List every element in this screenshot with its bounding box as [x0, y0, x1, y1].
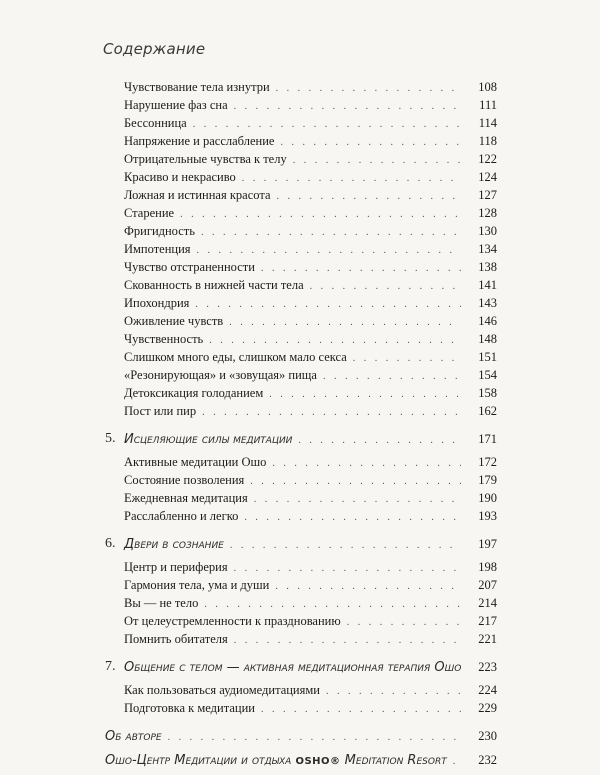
chapter-number: 5. — [105, 431, 116, 446]
dot-leader — [244, 509, 461, 527]
page-number: 190 — [478, 491, 497, 505]
entry-title: Состояние позволения — [124, 473, 245, 487]
page-number: 162 — [478, 404, 497, 418]
page-number: 143 — [478, 296, 497, 310]
entry-title: Старение — [124, 206, 175, 220]
entry-title — [105, 752, 447, 771]
page-number: 171 — [478, 432, 497, 446]
entry-title: Общение с телом — активная медитационная терапия Ошо — [124, 660, 462, 675]
toc-entry — [0, 453, 600, 471]
toc-entry — [0, 402, 600, 420]
dot-leader — [168, 729, 461, 747]
page-number: 224 — [478, 683, 497, 697]
page-number: 128 — [478, 206, 497, 220]
toc-entry — [0, 594, 600, 612]
page-number: 229 — [478, 701, 497, 715]
toc-entry — [0, 576, 600, 594]
entry-title: Активные медитации Ошо — [124, 455, 267, 469]
entry-title: Как пользоваться аудиомедитациями — [124, 683, 320, 697]
entry-title: Ипохондрия — [124, 296, 190, 310]
page-number: 154 — [478, 368, 497, 382]
entry-title: Бессонница — [124, 116, 187, 130]
toc-entry — [0, 681, 600, 699]
toc-entry — [0, 384, 600, 402]
page-number: 198 — [478, 560, 497, 574]
toc-entry — [0, 168, 600, 186]
toc-entry — [0, 258, 600, 276]
entry-title: Напряжение и расслабление — [124, 134, 275, 148]
dot-leader — [298, 432, 461, 450]
page-number: 223 — [478, 660, 497, 674]
page-number: 214 — [478, 596, 497, 610]
toc-entry — [0, 699, 600, 717]
entry-title: Исцеляющие силы медитации — [124, 432, 293, 447]
entry-title: Пост или пир — [124, 404, 197, 418]
page-number: 130 — [478, 224, 497, 238]
page-number: 108 — [478, 80, 497, 94]
entry-title: Гармония тела, ума и души — [124, 578, 270, 592]
toc-entry — [0, 294, 600, 312]
page-number: 217 — [478, 614, 497, 628]
toc-entry — [0, 114, 600, 132]
toc-entry — [0, 312, 600, 330]
page-number: 151 — [478, 350, 497, 364]
entry-title: Об авторе — [105, 729, 162, 744]
entry-title: Помнить обитателя — [124, 632, 228, 646]
toc-entry — [0, 507, 600, 525]
page-number: 122 — [478, 152, 497, 166]
entry-title: Импотенция — [124, 242, 191, 256]
entry-title: Отрицательные чувства к телу — [124, 152, 287, 166]
page-number: 221 — [478, 632, 497, 646]
page-number: 230 — [478, 729, 497, 743]
running-head: Содержание — [103, 40, 206, 58]
toc-entry — [0, 471, 600, 489]
dot-leader — [230, 537, 461, 555]
page-number: 127 — [478, 188, 497, 202]
toc-entry — [0, 96, 600, 114]
entry-title: Вы — не тело — [124, 596, 199, 610]
page-number: 138 — [478, 260, 497, 274]
page-number: 148 — [478, 332, 497, 346]
entry-title: Ежедневная медитация — [124, 491, 248, 505]
page-number: 114 — [478, 116, 497, 130]
toc-entry — [0, 150, 600, 168]
chapter-heading — [0, 658, 600, 676]
dot-leader — [453, 753, 461, 771]
page-number: 193 — [478, 509, 497, 523]
page-number: 141 — [478, 278, 497, 292]
page-number: 134 — [478, 242, 497, 256]
toc-entry — [0, 240, 600, 258]
chapter-heading — [0, 430, 600, 448]
page-number: 118 — [478, 134, 497, 148]
page-number: 172 — [478, 455, 497, 469]
entry-title: Фригидность — [124, 224, 195, 238]
page-number: 207 — [478, 578, 497, 592]
page-number: 111 — [479, 98, 497, 112]
toc-entry — [0, 612, 600, 630]
toc-entry — [0, 630, 600, 648]
chapter-heading — [0, 535, 600, 553]
page-number: 232 — [478, 753, 497, 767]
dot-leader — [202, 404, 461, 422]
entry-title: Слишком много еды, слишком мало секса — [124, 350, 347, 364]
toc-entry — [0, 558, 600, 576]
entry-title: Центр и периферия — [124, 560, 228, 574]
entry-title: Детоксикация голоданием — [124, 386, 264, 400]
toc-entry — [0, 222, 600, 240]
entry-title: Чувственность — [124, 332, 204, 346]
page-number: 146 — [478, 314, 497, 328]
entry-title-tail: Meditation Resort — [344, 753, 447, 768]
page-number: 124 — [478, 170, 497, 184]
dot-leader — [261, 701, 461, 719]
entry-title: Красиво и некрасиво — [124, 170, 236, 184]
page-number: 158 — [478, 386, 497, 400]
entry-title: Нарушение фаз сна — [124, 98, 228, 112]
chapter-number: 7. — [105, 659, 116, 674]
toc-entry — [0, 348, 600, 366]
osho-brand: OSHO® — [295, 756, 341, 767]
toc-entry — [0, 489, 600, 507]
toc-entry — [0, 204, 600, 222]
entry-title: Подготовка к медитации — [124, 701, 255, 715]
entry-title: Оживление чувств — [124, 314, 224, 328]
back-matter-entry — [0, 727, 600, 745]
entry-title: Чувство отстраненности — [124, 260, 255, 274]
toc-entry — [0, 330, 600, 348]
entry-title-main: Ошо-Центр Медитации и отдыха — [105, 753, 292, 768]
toc-entry — [0, 78, 600, 96]
entry-title: «Резонирующая» и «зовущая» пища — [124, 368, 317, 382]
toc-entry — [0, 276, 600, 294]
entry-title: Чувствование тела изнутри — [124, 80, 270, 94]
page-number: 197 — [478, 537, 497, 551]
toc-entry — [0, 132, 600, 150]
back-matter-entry — [0, 751, 600, 769]
entry-title: Скованность в нижней части тела — [124, 278, 304, 292]
dot-leader — [234, 632, 461, 650]
chapter-number: 6. — [105, 536, 116, 551]
page-number: 179 — [478, 473, 497, 487]
entry-title: От целеустремленности к празднованию — [124, 614, 341, 628]
toc-entry — [0, 186, 600, 204]
entry-title: Ложная и истинная красота — [124, 188, 271, 202]
entry-title: Двери в сознание — [124, 537, 224, 552]
entry-title: Расслабленно и легко — [124, 509, 239, 523]
table-of-contents — [0, 78, 600, 775]
toc-entry — [0, 366, 600, 384]
